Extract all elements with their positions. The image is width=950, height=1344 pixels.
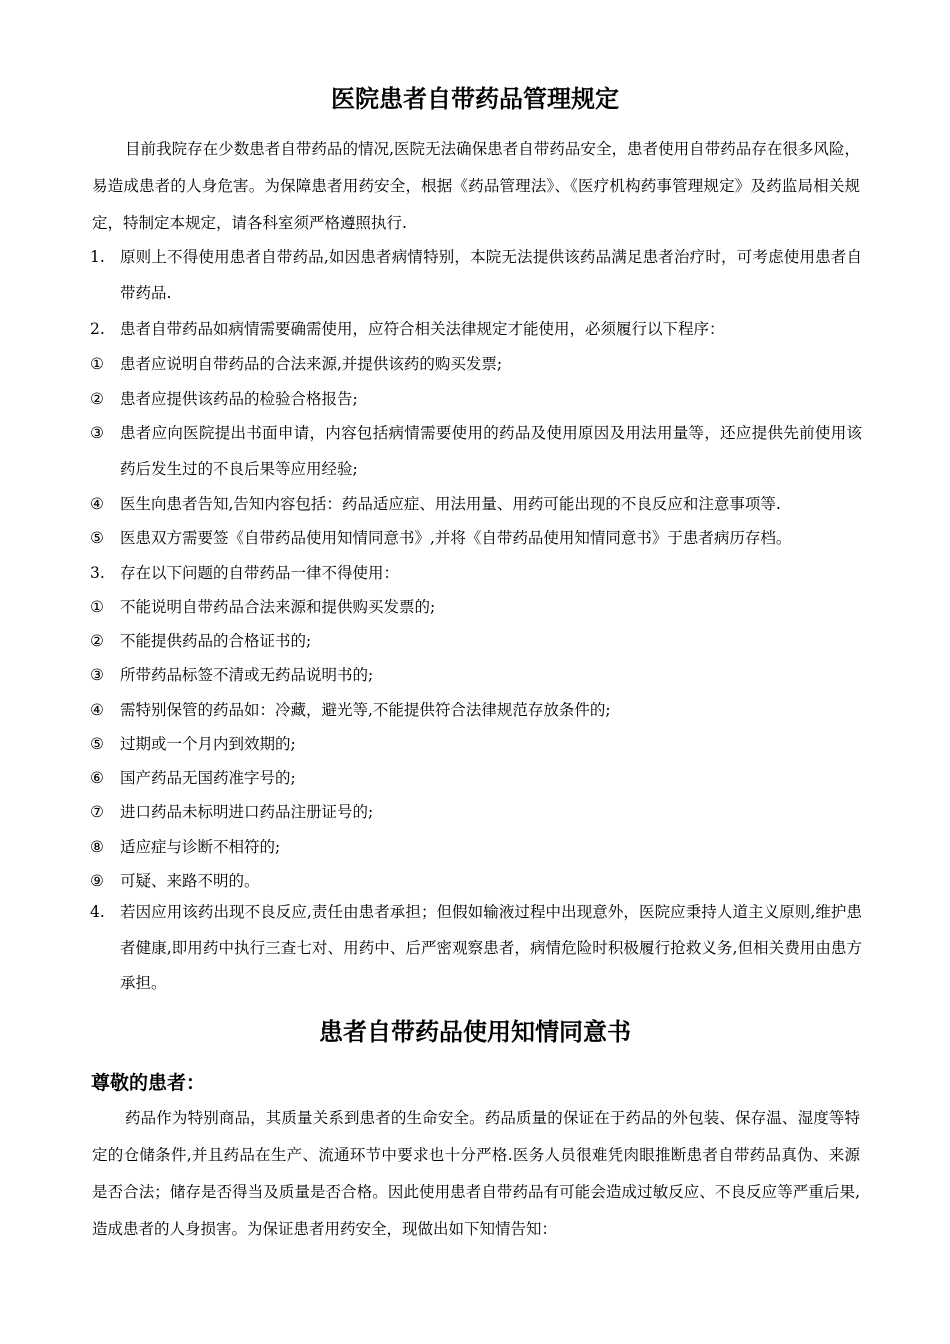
list-item-text: 医生向患者告知,告知内容包括：药品适应症、用法用量、用药可能出现的不良反应和注意事项等. (120, 495, 781, 513)
list-item (90, 347, 862, 383)
list-item (90, 761, 862, 797)
list-marker: ② (90, 632, 104, 650)
list-item (90, 240, 862, 311)
list-item (90, 830, 862, 866)
list-item-text: 可疑、来路不明的。 (120, 872, 260, 890)
list-marker: 3. (90, 564, 105, 582)
consent-body: 药品作为特别商品，其质量关系到患者的生命安全。药品质量的保证在于药品的外包装、保存温、湿度等特定的仓储条件,并且药品在生产、流通环节中要求也十分严格.医务人员很难凭肉眼推断患者自带药品真伪、来源是否合法；储存是否得当及质量是否合格。因此使用患者自带药品有可能会造成过敏反应、不良反应等严重后果,造成患者的人身损害。为保证患者用药安全，现做出如下知情告知： (92, 1109, 860, 1238)
list-item (90, 795, 862, 831)
list-marker: ③ (90, 424, 104, 442)
list-item (90, 382, 862, 418)
list-item-text: 不能提供药品的合格证书的; (120, 632, 312, 650)
list-marker: ① (90, 355, 104, 373)
regulation-intro: 目前我院存在少数患者自带药品的情况,医院无法确保患者自带药品安全，患者使用自带药品存在很多风险，易造成患者的人身危害。为保障患者用药安全，根据《药品管理法》、《医疗机构药事管理规定》及药监局相关规定，特制定本规定，请各科室须严格遵照执行. (92, 140, 860, 232)
list-item-text: 所带药品标签不清或无药品说明书的; (120, 666, 374, 684)
list-marker: ⑥ (90, 769, 104, 787)
list-item (90, 693, 862, 729)
list-item-text: 若因应用该药出现不良反应,责任由患者承担；但假如输液过程中出现意外，医院应秉持人道主义原则,维护患者健康,即用药中执行三查七对、用药中、后严密观察患者，病情危险时积极履行抢救义务,但相关费用由患方承担。 (120, 903, 862, 992)
list-item (90, 624, 862, 660)
list-item (90, 590, 862, 626)
list-item (90, 727, 862, 763)
list-marker: ③ (90, 666, 104, 684)
list-item-text: 需特别保管的药品如：冷藏，避光等,不能提供符合法律规范存放条件的; (120, 701, 611, 719)
list-item-text: 患者应提供该药品的检验合格报告; (120, 390, 358, 408)
list-item-text: 不能说明自带药品合法来源和提供购买发票的; (120, 598, 436, 616)
list-item (90, 658, 862, 694)
list-item (90, 416, 862, 487)
list-marker: ① (90, 598, 104, 616)
list-marker: ⑦ (90, 803, 104, 821)
list-marker: ⑧ (90, 838, 104, 856)
list-item-text: 医患双方需要签《自带药品使用知情同意书》,并将《自带药品使用知情同意书》于患者病历存档。 (120, 529, 792, 547)
list-item (90, 895, 862, 1002)
list-item (90, 312, 862, 348)
list-marker: ⑤ (90, 529, 104, 547)
list-item (90, 556, 862, 592)
list-marker: ⑤ (90, 735, 104, 753)
list-item-text: 国产药品无国药准字号的; (120, 769, 296, 787)
list-item-text: 原则上不得使用患者自带药品,如因患者病情特别，本院无法提供该药品满足患者治疗时，可考虑使用患者自带药品. (120, 248, 862, 302)
consent-title: 患者自带药品使用知情同意书 (319, 1018, 631, 1046)
list-item-text: 适应症与诊断不相符的; (120, 838, 281, 856)
list-item-text: 患者应向医院提出书面申请，内容包括病情需要使用的药品及使用原因及用法用量等，还应提供先前使用该药后发生过的不良后果等应用经验; (120, 424, 862, 478)
list-item-text: 患者自带药品如病情需要确需使用，应符合相关法律规定才能使用，必须履行以下程序： (120, 320, 725, 338)
list-item-text: 存在以下问题的自带药品一律不得使用： (120, 564, 400, 582)
list-marker: 2. (90, 320, 105, 338)
list-item (90, 521, 862, 557)
list-marker: ④ (90, 701, 104, 719)
list-item-text: 患者应说明自带药品的合法来源,并提供该药的购买发票; (120, 355, 503, 373)
salutation: 尊敬的患者： (91, 1072, 206, 1094)
list-marker: ⑨ (90, 872, 104, 890)
list-marker: ② (90, 390, 104, 408)
list-item-text: 进口药品未标明进口药品注册证号的; (120, 803, 374, 821)
list-item (90, 487, 862, 523)
regulation-title: 医院患者自带药品管理规定 (331, 85, 619, 113)
list-item-text: 过期或一个月内到效期的; (120, 735, 296, 753)
list-marker: 4. (90, 903, 105, 921)
list-marker: 1. (90, 248, 105, 266)
list-marker: ④ (90, 495, 104, 513)
